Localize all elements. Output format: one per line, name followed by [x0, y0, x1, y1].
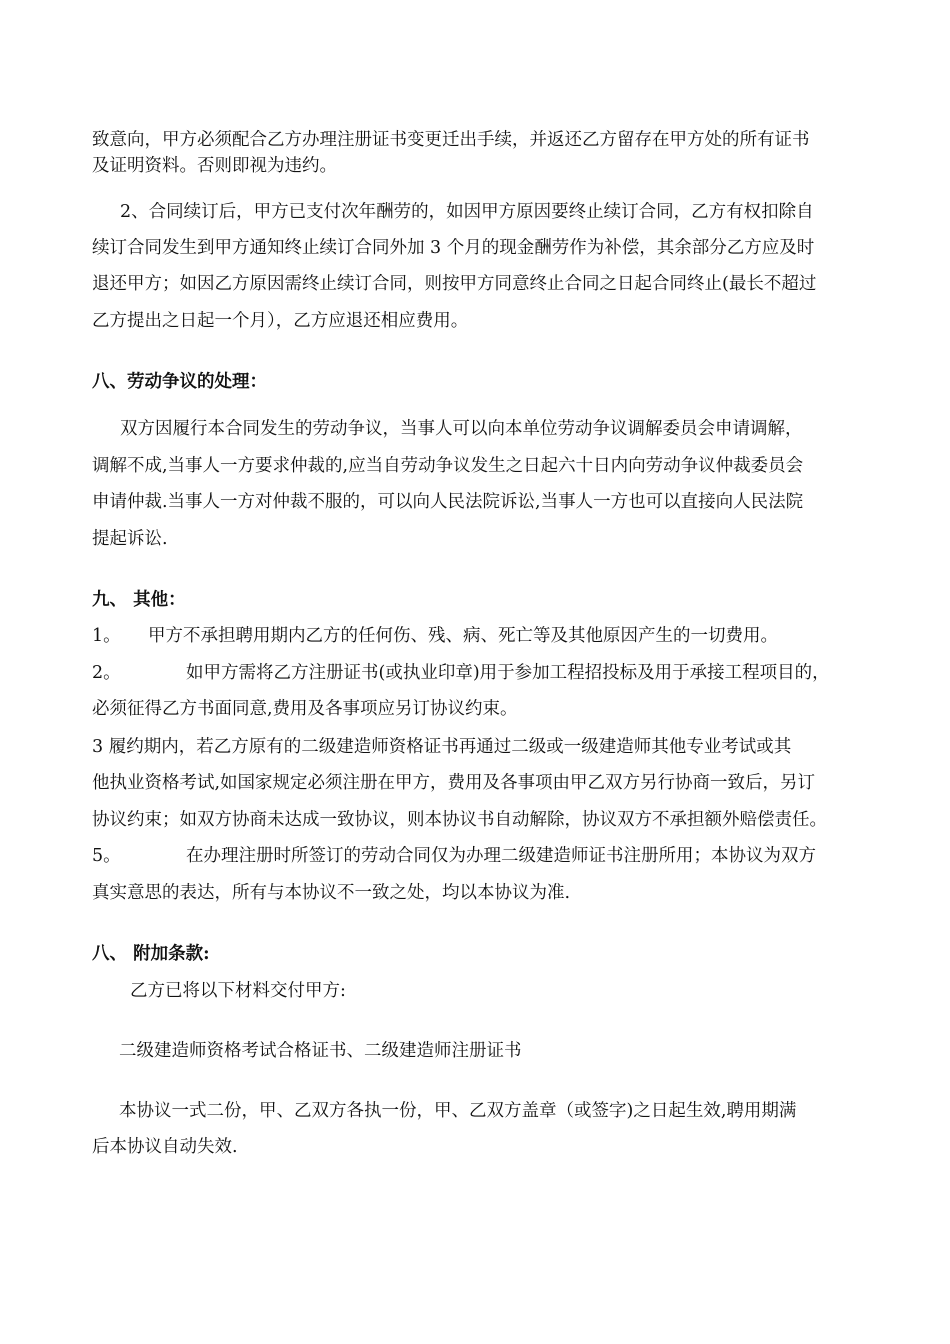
renewal-clause-line-3: 退还甲方；如因乙方原因需终止续订合同，则按甲方同意终止合同之日起合同终止(最长不超过 — [92, 274, 817, 294]
section-9-item-5 — [92, 844, 950, 868]
section-9-item-1 — [92, 624, 950, 648]
renewal-clause-line-2: 续订合同发生到甲方通知终止续订合同外加 3 个月的现金酬劳作为补偿，其余部分乙方应及时 — [92, 238, 815, 258]
section-8-line-1: 双方因履行本合同发生的劳动争议，当事人可以向本单位劳动争议调解委员会申请调解， — [120, 419, 803, 439]
item-2-text: 如甲方需将乙方注册证书(或执业印章)用于参加工程招投标及用于承接工程项目的， — [186, 663, 830, 683]
item-5-number: 5。 — [92, 846, 121, 866]
section-8-line-4: 提起诉讼. — [92, 529, 168, 549]
additional-terms-line-1: 乙方已将以下材料交付甲方: — [130, 981, 346, 1001]
section-8-heading: 八、劳动争议的处理： — [92, 372, 267, 392]
item-5-text: 在办理注册时所签订的劳动合同仅为办理二级建造师证书注册所用；本协议为双方 — [186, 846, 816, 866]
renewal-clause-line-4: 乙方提出之日起一个月），乙方应退还相应费用。 — [92, 311, 469, 331]
paragraph-continuation-line-1: 致意向，甲方必须配合乙方办理注册证书变更迁出手续，并返还乙方留存在甲方处的所有证书 — [92, 130, 810, 150]
additional-terms-heading: 八、 附加条款: — [92, 944, 210, 964]
section-9-item-3-line-1: 3 履约期内，若乙方原有的二级建造师资格证书再通过二级或一级建造师其他专业考试或其 — [92, 737, 792, 757]
section-8-line-2: 调解不成,当事人一方要求仲裁的,应当自劳动争议发生之日起六十日内向劳动争议仲裁委员会 — [92, 456, 804, 476]
section-9-item-5-continuation: 真实意思的表达，所有与本协议不一致之处，均以本协议为准. — [92, 883, 571, 903]
additional-terms-line-2: 二级建造师资格考试合格证书、二级建造师注册证书 — [119, 1041, 522, 1061]
section-8-line-3: 申请仲裁.当事人一方对仲裁不服的，可以向人民法院诉讼,当事人一方也可以直接向人民法院 — [92, 492, 804, 512]
item-1-text: 甲方不承担聘用期内乙方的任何伤、残、病、死亡等及其他原因产生的一切费用。 — [148, 626, 778, 646]
section-9-item-2-continuation: 必须征得乙方书面同意,费用及各事项应另订协议约束。 — [92, 699, 518, 719]
item-2-number: 2。 — [92, 663, 121, 683]
section-9-item-3-line-3: 协议约束；如双方协商未达成一致协议，则本协议书自动解除，协议双方不承担额外赔偿责任。 — [92, 810, 827, 830]
additional-terms-line-3: 本协议一式二份，甲、乙双方各执一份，甲、乙双方盖章（或签字)之日起生效,聘用期满 — [119, 1101, 797, 1121]
paragraph-continuation-line-2: 及证明资料。否则即视为违约。 — [92, 156, 337, 176]
renewal-clause-line-1: 2、合同续订后，甲方已支付次年酬劳的，如因甲方原因要终止续订合同，乙方有权扣除自 — [120, 202, 814, 222]
additional-terms-line-4: 后本协议自动失效. — [92, 1137, 238, 1157]
section-9-item-2 — [92, 661, 950, 685]
section-9-item-3-line-2: 他执业资格考试,如国家规定必须注册在甲方，费用及各事项由甲乙双方另行协商一致后，另订 — [92, 773, 816, 793]
item-1-number: 1。 — [92, 626, 121, 646]
section-9-heading: 九、 其他： — [92, 590, 186, 610]
